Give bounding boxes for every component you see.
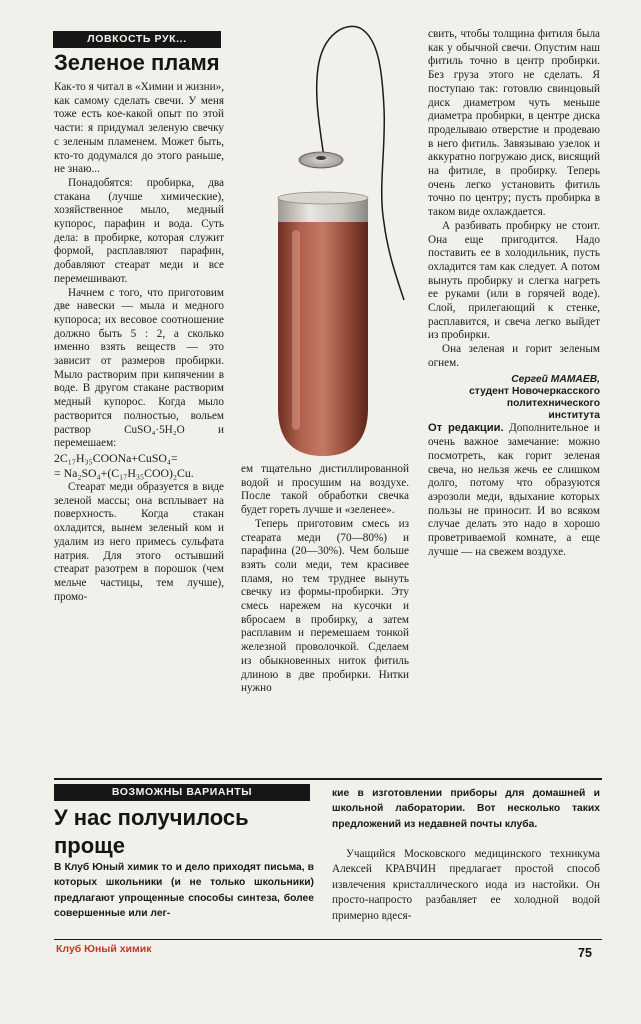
page-number: 75 <box>578 946 592 960</box>
article2-lead-right: кие в изготовлении приборы для домашней и школьной лаборатории. Вот несколько таких предложений из недавней почты клуба. <box>332 788 600 830</box>
article2-title-line-2: проще <box>54 833 125 858</box>
article-column-1 <box>54 81 224 604</box>
paragraph: свить, чтобы толщина фитиля была как у обычной свечи. Опустим наш фитиль точно в центр пробирки. Без груза этого не сделать. Я поступаю так: готовлю свинцовый диск диаметром чуть меньше диаметра пробирки, в центре диска проделываю отверстие и продеваю в него фитиль. Завязываю узелок и аккуратно погружаю диск, висящий на фитиле, в пробирку. Теперь очень легко установить фитиль точно по центру; пусть пробирка в таком виде охлаждается. <box>428 28 600 219</box>
paragraph: ем тщательно дистиллированной водой и просушим на воздухе. После такой обработки свечка будет гореть лучше и «зеленее». <box>241 463 409 517</box>
author-affiliation-1: студент Новочеркасского <box>469 385 600 397</box>
article2-title-line-1: У нас получилось <box>54 805 249 830</box>
section-divider <box>54 778 602 780</box>
footer-club-name: Клуб Юный химик <box>56 943 152 955</box>
paragraph: Начнем с того, что приготовим две навески — мыла и медного купороса; их весовое соотношение должно быть 5 : 2, а сколько именно взять веществ — это зависит от размеров пробирки. Мыло растворим при кипячении в воде. В другом стакане растворим медный купорос. Когда мыло растворится полностью, вольем раствор CuSO₄·5H₂O и перемешаем: <box>54 286 224 450</box>
paragraph: Она зеленая и горит зеленым огнем. <box>428 343 600 369</box>
editor-text: Дополнительное и очень важное замечание: можно посмотреть, как горит зеленая свеча, но нельзя жечь ее слишком долго, потому что образуются аэрозоли меди, вдыхание которых пользы не приносит. И во всяком случае делать это надо в хорошо проветриваемой комнате, а еще лучше — на свежем воздухе. <box>428 422 600 558</box>
paragraph: А разбивать пробирку не стоит. Она еще пригодится. Надо поставить ее в холодильник, пусть охладится там как следует. А потом вынуть пробирку и слегка нагреть ее руками (или в горячей воде). Слой, прилегающий к стенке, расплавится, и свеча легко выйдет из пробирки. <box>428 219 600 342</box>
paragraph: Стеарат меди образуется в виде зеленой массы; она всплывает на поверхность. Когда стакан охладится, вынем зеленый ком и удалим из него примесь сульфата натрия. Для этого остывший стеарат разотрем в порошок (чем мельче частицы, тем лучше), промо- <box>54 480 224 603</box>
equation-line-2: = Na₂SO₄+(C₁₇H₃₅COO)₂Cu. <box>54 465 194 480</box>
section2-label: ВОЗМОЖНЫ ВАРИАНТЫ <box>54 784 310 801</box>
author-signature <box>428 374 600 423</box>
paragraph: Понадобятся: пробирка, два стакана (лучше химические), хозяйственное мыло, медный купорос, парафин и вода. Суть дела: в пробирке, которая служит формой, расплавляют парафин, добавляют стеарат меди и все перемешивают. <box>54 176 224 285</box>
article-title: Зеленое пламя <box>54 50 220 75</box>
test-tube-candle-photo <box>228 8 418 463</box>
paragraph: Учащийся Московского медицинского техникума Алексей КРАВЧИН предлагает простой способ извлечения кристаллического иода из настойки. Он просто-напросто разбавляет ее холодной водой примерно вдеся- <box>332 848 600 922</box>
section-label: ЛОВКОСТЬ РУК... <box>53 31 221 48</box>
editor-label: От редакции. <box>428 422 504 435</box>
paragraph: Как-то я читал в «Химии и жизни», как самому сделать свечи. У меня тоже есть кое-какой опыт по этой части: я придумал зеленую свечку с зеленым пламенем. Может быть, кто-то додумался до этого раньше, не знаю... <box>54 81 224 176</box>
tube-liquid <box>278 222 368 456</box>
author-affiliation-3: института <box>548 410 600 422</box>
editor-note <box>428 422 600 559</box>
footer-rule <box>54 939 602 940</box>
author-name: Сергей МАМАЕВ, <box>511 373 600 385</box>
article2-lead-left: В Клуб Юный химик то и дело приходят письма, в которых школьники (и не только школьники) предлагают упрощенные способы синтеза, более совершенные или лег- <box>54 862 314 920</box>
equation-line-1: 2C₁₇H₃₅COONa+CuSO₄= <box>54 450 178 465</box>
article2-body <box>332 847 600 924</box>
article-column-2 <box>241 463 409 696</box>
paragraph: Теперь приготовим смесь из стеарата меди (70—80%) и парафина (20—30%). Чем больше взять соли меди, тем красивее пламя, но тем труднее вынуть свечку из формы-пробирки. Эту смесь нарежем на кусочки и вбросаем в пробирку, а затем расплавим и перемешаем тонкой железной проволочкой. Сделаем из обыкновенных ниток фитиль длиною в две пробирки. Нитки нужно <box>241 517 409 695</box>
author-affiliation-2: политехнического <box>506 397 600 409</box>
article-column-3 <box>428 28 600 559</box>
